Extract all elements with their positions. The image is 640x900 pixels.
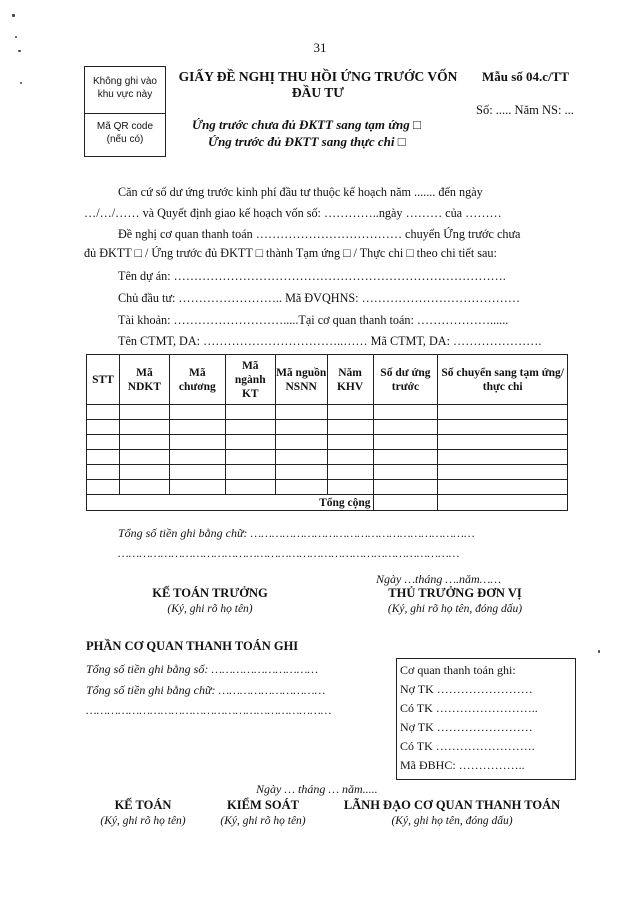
accountant-title: KẾ TOÁN — [114, 798, 172, 812]
qr-code-box — [84, 112, 166, 157]
project-name-field: Tên dự án: ………………………………………………………………………. — [118, 269, 506, 283]
reserved-area-label: Không ghi vào khu vực này — [93, 76, 157, 100]
form-title-line2: ĐẦU TƯ — [291, 85, 345, 100]
scan-speck — [15, 36, 17, 38]
debit-account-2: Nợ TK …………………… — [400, 720, 533, 734]
para2-line1: Đề nghị cơ quan thanh toán ……………………………… chuyển Ứng trước chưa — [118, 227, 521, 241]
payment-amount-number: Tổng số tiền ghi bằng số: ………………………… — [86, 662, 319, 676]
detail-table — [86, 354, 568, 511]
total-label: Tổng cộng — [87, 495, 374, 511]
col-ma-ndkt: Mã NDKT — [119, 355, 169, 405]
amount-in-words-line2: …………………………………………………………………………………… — [118, 546, 460, 560]
investor-field: Chủ đầu tư: …………………….. Mã ĐVQHNS: ………………………………… — [118, 291, 521, 305]
chief-accountant-note: (Ký, ghi rõ họ tên) — [167, 603, 253, 615]
scan-speck — [20, 82, 22, 84]
reserved-area-box — [84, 66, 166, 114]
para1-line2: …/…/…… và Quyết định giao kế hoạch vốn số: …………..ngày ……… của ……… — [84, 206, 502, 220]
col-ma-nganh-kt: Mã ngành KT — [225, 355, 275, 405]
para2-line2: đủ ĐKTT □ / Ứng trước đủ ĐKTT □ thành Tạm ứng □ / Thực chi □ theo chi tiết sau: — [84, 246, 497, 260]
page-number: 31 — [313, 40, 327, 55]
program-field: Tên CTMT, DA: ……………………………..…… Mã CTMT, DA: …………………. — [118, 334, 542, 348]
controller-note: (Ký, ghi rõ họ tên) — [220, 815, 306, 827]
chief-accountant-title: KẾ TOÁN TRƯỞNG — [152, 586, 268, 600]
table-row — [87, 420, 568, 435]
scan-speck — [12, 14, 15, 17]
accountant-note: (Ký, ghi rõ họ tên) — [100, 815, 186, 827]
unit-head-note: (Ký, ghi rõ họ tên, đóng dấu) — [387, 603, 523, 615]
payment-dots-line: …………………………………………………………… — [86, 703, 332, 717]
table-row — [87, 465, 568, 480]
para1-line1: Căn cứ số dư ứng trước kinh phí đầu tư thuộc kế hoạch năm ....... đến ngày — [118, 185, 483, 199]
account-field: Tài khoản: ……………………….....Tại cơ quan thanh toán: ………………...... — [118, 313, 509, 327]
table-row — [87, 405, 568, 420]
treasury-entry-box — [396, 658, 576, 780]
credit-account-1: Có TK …………………….. — [400, 701, 538, 715]
treasury-box-header: Cơ quan thanh toán ghi: — [400, 663, 516, 677]
controller-title: KIỂM SOÁT — [227, 798, 299, 812]
form-number: Mẫu số 04.c/TT — [482, 69, 570, 84]
unit-date-line: Ngày …tháng ….năm…… — [376, 572, 502, 586]
option-advance-to-temporary: Ứng trước chưa đủ ĐKTT sang tạm ứng □ — [192, 117, 421, 132]
table-row — [87, 480, 568, 495]
form-title — [168, 69, 468, 101]
table-header-row — [87, 355, 568, 405]
col-ma-chuong: Mã chương — [169, 355, 225, 405]
col-ma-nguon-nsnn: Mã nguồn NSNN — [275, 355, 327, 405]
payment-amount-words: Tổng số tiền ghi bằng chữ: ………………………… — [86, 683, 326, 697]
treasury-leader-title: LÃNH ĐẠO CƠ QUAN THANH TOÁN — [343, 798, 561, 812]
form-title-line1: GIẤY ĐỀ NGHỊ THU HỒI ỨNG TRƯỚC VỐN — [178, 69, 458, 84]
payment-section-heading: PHẦN CƠ QUAN THANH TOÁN GHI — [86, 639, 299, 653]
admin-code: Mã ĐBHC: …………….. — [400, 758, 525, 772]
col-so-du-ung-truoc: Số dư ứng trước — [373, 355, 438, 405]
unit-head-title: THỦ TRƯỞNG ĐƠN VỊ — [388, 586, 522, 600]
scan-speck — [598, 650, 600, 653]
treasury-date-line: Ngày … tháng … năm..... — [256, 782, 378, 796]
table-row — [87, 450, 568, 465]
treasury-leader-note: (Ký, ghi họ tên, đóng dấu) — [391, 815, 513, 827]
col-stt: STT — [87, 355, 120, 405]
table-total-row — [87, 495, 568, 511]
debit-account-1: Nợ TK …………………… — [400, 682, 533, 696]
col-nam-khv: Năm KHV — [327, 355, 373, 405]
option-advance-to-actual: Ứng trước đủ ĐKTT sang thực chi □ — [208, 134, 406, 149]
qr-code-label: Mã QR code (nếu có) — [96, 121, 154, 145]
col-so-chuyen-sang: Số chuyển sang tạm ứng/ thực chi — [438, 355, 568, 405]
document-number-line: Số: ..... Năm NS: ... — [476, 103, 574, 117]
table-row — [87, 435, 568, 450]
amount-in-words-line1: Tổng số tiền ghi bằng chữ: ……………………………………………………… — [118, 526, 475, 540]
credit-account-2: Có TK ……………………. — [400, 739, 535, 753]
